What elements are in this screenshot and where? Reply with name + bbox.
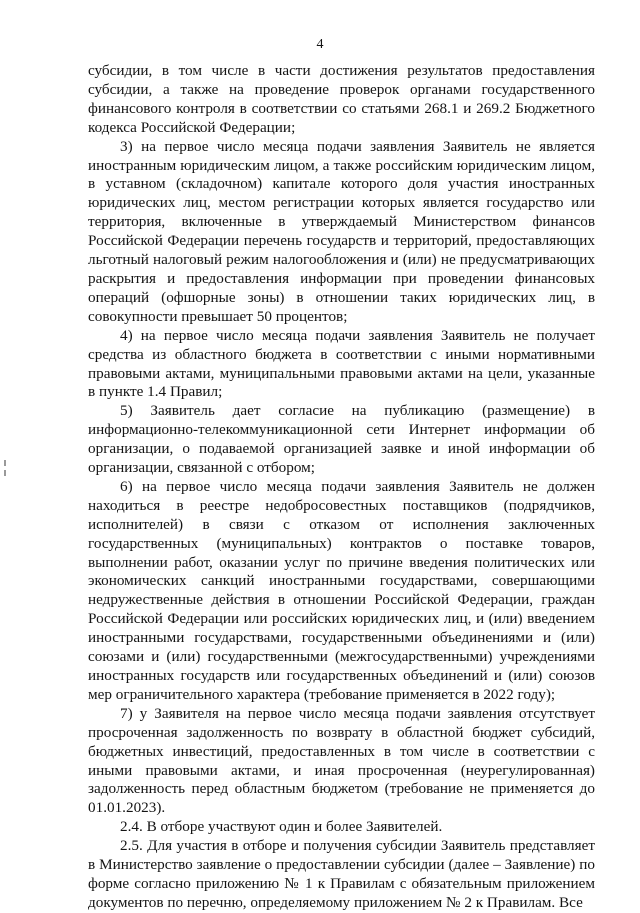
scan-margin-mark	[4, 470, 6, 476]
scan-margin-mark	[4, 460, 6, 466]
paragraph-item-7: 7) у Заявителя на первое число месяца подачи заявления отсутствует просроченная задолженность по возврату в областной бюджет субсидий, бюджетных инвестиций, предоставленных в том числе в соответствии с иными правовыми актами, и иная просроченная (неурегулированная) задолженность перед областным бюджетом (требование не применяется до 01.01.2023).	[88, 704, 595, 817]
document-body	[88, 62, 595, 913]
paragraph-2-4: 2.4. В отборе участвуют один и более Заявителей.	[120, 818, 443, 836]
paragraph-2-5: 2.5. Для участия в отборе и получения субсидии Заявитель представляет в Министерство заявление о предоставлении субсидии (далее – Заявление) по форме согласно приложению № 1 к Правилам с обязательным приложением документов по перечню, определяемому приложением № 2 к Правилам. Все	[88, 837, 595, 911]
paragraph-item-4: 4) на первое число месяца подачи заявления Заявитель не получает средства из областного бюджета в соответствии с иными нормативными правовыми актами, муниципальными правовыми актами на цели, указанные в пункте 1.4 Правил;	[88, 326, 595, 401]
paragraph-item-3: 3) на первое число месяца подачи заявления Заявитель не является иностранным юридическим лицом, а также российским юридическим лицом, в уставном (складочном) капитале которого доля участия иностранных юридических лиц, местом регистрации которых является государство или территория, включенные в утверждаемый Министерством финансов Российской Федерации перечень государств и территорий, предоставляющих льготный налоговый режим налогообложения и (или) не предусматривающих раскрытия и предоставления информации при проведении финансовых операций (офшорные зоны) в отношении таких юридических лиц, в совокупности превышает 50 процентов;	[88, 137, 595, 325]
page-number: 4	[316, 37, 324, 52]
paragraph-continuation: субсидии, в том числе в части достижения результатов предоставления субсидии, а также на проведение проверок органами государственного финансового контроля в соответствии со статьями 268.1 и 269.2 Бюджетного кодекса Российской Федерации;	[88, 62, 595, 136]
paragraph-item-5: 5) Заявитель дает согласие на публикацию (размещение) в информационно-телекоммуникационной сети Интернет информации об организации, о подаваемой организацией заявке и иной информации об организации, связанной с отбором;	[88, 402, 595, 477]
paragraph-item-6: 6) на первое число месяца подачи заявления Заявитель не должен находиться в реестре недобросовестных поставщиков (подрядчиков, исполнителей) в связи с отказом от исполнения заключенных государственных (муниципальных) контрактов о поставке товаров, выполнении работ, оказании услуг по причине введения политических или экономических санкций иностранными государствами, совершающими недружественные действия в отношении Российской Федерации, граждан Российской Федерации или российских юридических лиц, и (или) введением иностранными государствами, государственными объединениями и (или) союзами и (или) государственными (межгосударственными) учреждениями иностранных государств или государственных объединений и (или) союзов мер ограничительного характера (требование применяется в 2022 году);	[88, 477, 595, 703]
